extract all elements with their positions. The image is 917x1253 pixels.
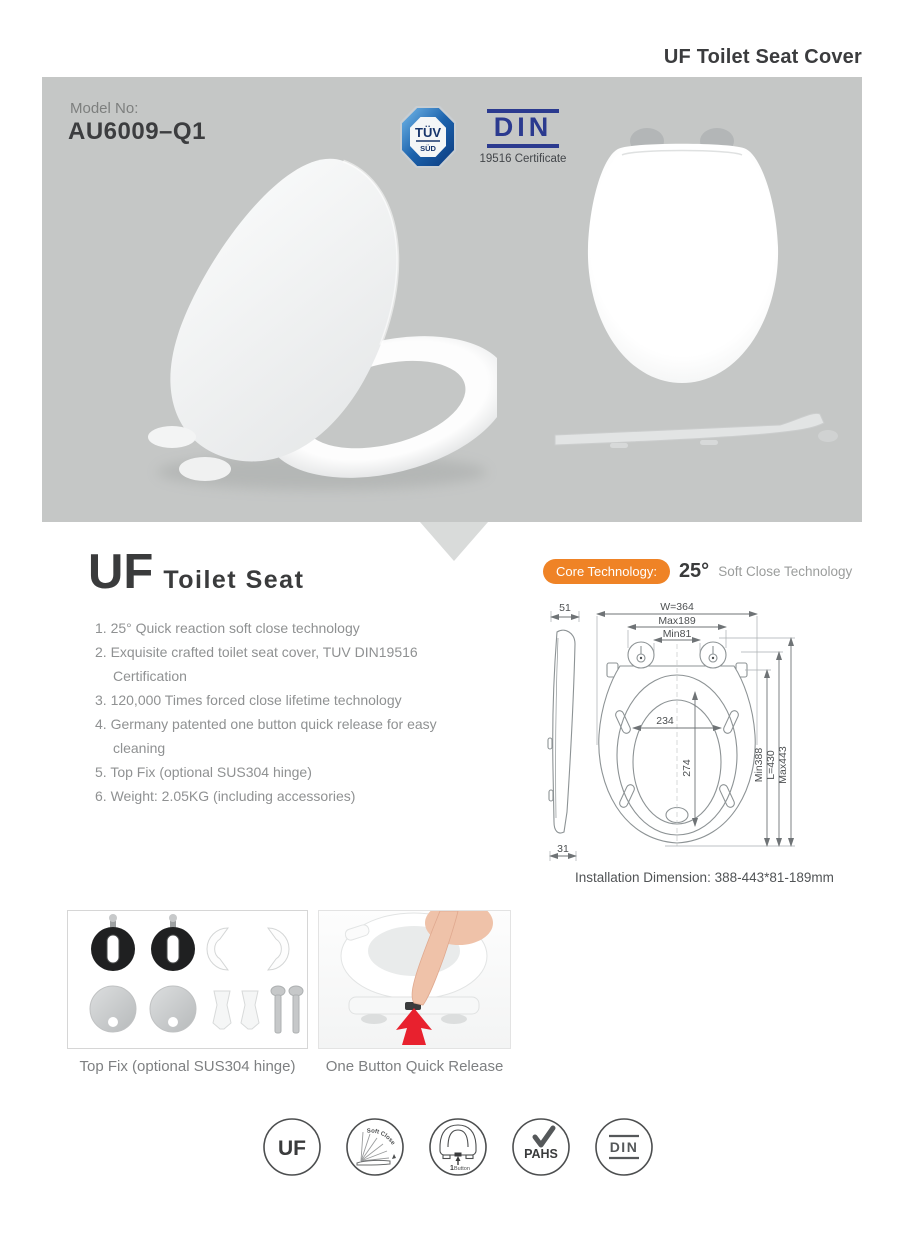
dim-side-thickness: 51 [559,602,571,614]
dim-max-length: Max443 [777,746,789,784]
dim-length: L=430 [765,750,777,780]
din-badge-text: DIN [609,1139,639,1155]
din-badge-icon [594,1117,654,1177]
din-certificate-label: 19516 Certificate [479,153,567,165]
dim-seat-inner-depth: 274 [681,759,693,777]
hinge-parts-illustration [68,911,307,1048]
pahs-badge-text: PAHS [524,1147,558,1161]
uf-badge-text: UF [278,1137,306,1160]
dim-side-bottom: 31 [557,843,569,855]
core-technology-badge: Core Technology: [543,559,670,584]
product-photo-top-view [540,125,860,487]
quick-release-caption: One Button Quick Release [325,1058,504,1075]
sud-text: SÜD [420,144,436,153]
dimension-drawing [545,600,810,868]
page-title: UF Toilet Seat Cover [663,46,862,68]
section-title [88,545,305,599]
dim-width: W=364 [660,601,694,613]
installation-dimension-caption: Installation Dimension: 388-443*81-189mm [575,870,834,885]
core-technology [543,559,852,584]
feature-item: 5. Top Fix (optional SUS304 hinge) [95,764,312,780]
core-technology-degree: 25° [678,560,710,582]
one-button-word-text: Button [454,1166,470,1172]
dim-seat-inner-width: 234 [656,715,674,727]
hero-panel [42,77,862,522]
model-label: Model No: [70,100,139,117]
feature-item: 1. 25° Quick reaction soft close technology [95,620,360,636]
feature-item: 4. Germany patented one button quick release for easy cleaning [95,716,437,756]
product-photo-open-seat [97,137,497,507]
section-title-main: UF [88,545,154,599]
quick-release-illustration [319,911,510,1048]
dim-max-width: Max189 [658,615,696,627]
one-button-num-text: 1 [450,1165,454,1172]
core-technology-label: Soft Close Technology [718,564,853,579]
certification-badges [262,1117,654,1177]
uf-badge-icon [262,1117,322,1177]
feature-item: 6. Weight: 2.05KG (including accessories) [95,788,356,804]
top-fix-caption: Top Fix (optional SUS304 hinge) [79,1058,296,1075]
feature-item: 2. Exquisite crafted toilet seat cover, TUV DIN19516 Certification [95,644,418,684]
model-number: AU6009–Q1 [68,118,206,145]
feature-item: 3. 120,000 Times forced close lifetime technology [95,692,402,708]
one-button-badge-icon [428,1117,488,1177]
top-fix-parts-photo [67,910,308,1049]
din-text: DIN [493,112,553,142]
dim-min-length: Min388 [753,747,765,783]
soft-close-badge-icon [345,1117,405,1177]
section-title-sub: Toilet Seat [163,566,305,594]
soft-close-badge-text: Soft Close [366,1128,396,1147]
dim-min-width: Min81 [662,628,692,640]
feature-list [95,616,477,808]
tuv-text: TÜV [415,125,441,140]
pointer-triangle [420,522,488,561]
pahs-badge-icon [511,1117,571,1177]
quick-release-photo [318,910,511,1049]
